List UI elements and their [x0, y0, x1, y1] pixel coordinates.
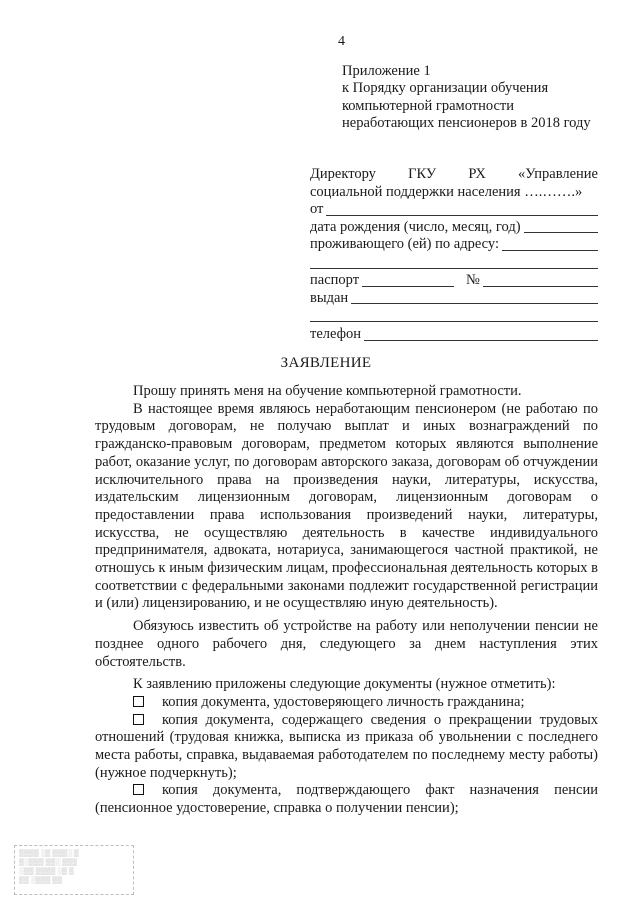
document-item-text: копия документа, подтверждающего факт назначения пенсии (пенсионное удостоверение, справка о получении пенсии);	[95, 782, 598, 817]
paragraph-status: В настоящее время являюсь неработающим пенсионером (не работаю по трудовым договорам, не получаю выплат и иных вознаграждений по гражданско-правовым договорам, предметом которых являются выполнение работ, оказание услуг, по договорам авторского заказа, договорам об отчуждении исключительного права на произведения науки, литературы, искусства, издательским лицензионным договорам, лицензионным договорам о предоставлении права использования произведений науки, литературы, искусства, не осуществляю деятельность в качестве индивидуального предпринимателя, адвоката, нотариуса, занимающегося частной практикой, не отношусь к иным физическим лицам, профессиональная деятельность которых в соответствии с федеральными законами подлежит государственной регистрации и (или) лицензированию, и не осуществляю иную деятельность).	[95, 400, 598, 612]
issued-row	[310, 290, 598, 308]
document-item	[95, 694, 598, 712]
addressee-line-1	[310, 166, 598, 184]
appendix-line: компьютерной грамотности	[342, 97, 514, 114]
passport-series-field[interactable]	[362, 273, 454, 287]
from-row	[310, 201, 598, 219]
document-item-text: копия документа, удостоверяющего личность гражданина;	[162, 693, 525, 710]
issued-field-line-2[interactable]	[310, 307, 598, 322]
faded-stamp: ▒▒▒▒ ░▒ ▒▒▒░ ▒ ▒░▒▒▒ ▒▒░ ▒▒▒ ░▒▒ ▒▒▒▒ ░▒ ▒ ▒▒ ░▒▒▒ ▒▒	[14, 845, 134, 895]
issued-field[interactable]	[351, 290, 598, 304]
checkbox-icon[interactable]	[133, 714, 144, 725]
phone-label: телефон	[310, 326, 362, 343]
passport-number-field[interactable]	[483, 273, 598, 287]
appendix-line: к Порядку организации обучения	[342, 80, 549, 97]
document-title: ЗАЯВЛЕНИЕ	[280, 355, 372, 371]
birth-row	[310, 219, 598, 237]
address-row	[310, 236, 598, 254]
checkbox-icon[interactable]	[133, 784, 144, 795]
passport-row	[310, 272, 598, 290]
paragraph-request: Прошу принять меня на обучение компьютерной грамотности.	[133, 383, 522, 399]
phone-row	[310, 326, 598, 344]
address-field[interactable]	[502, 237, 598, 251]
passport-label: паспорт	[310, 271, 360, 288]
from-field[interactable]	[326, 202, 598, 216]
appendix-line: Приложение 1	[342, 63, 431, 79]
document-item	[95, 782, 598, 817]
address-label: проживающего (ей) по адресу:	[310, 236, 499, 253]
addressee-word: РХ	[468, 166, 486, 182]
paragraph-attachments: К заявлению приложены следующие документы (нужное отметить):	[133, 676, 556, 693]
phone-field[interactable]	[364, 327, 598, 341]
paragraph-obligation: Обязуюсь известить об устройстве на работу или неполучении пенсии не позднее одного рабочего дня, следующего за днем наступления этих обстоятельств.	[95, 618, 598, 670]
birth-field[interactable]	[524, 219, 598, 233]
appendix-header	[342, 63, 591, 133]
addressee-word: «Управление	[518, 166, 598, 182]
document-item-text: копия документа, содержащего сведения о прекращении трудовых отношений (трудовая книжка, выписка из приказа об увольнении с последнего места работы, справка, выдаваемая работодателем по последнему месту работы) (нужное подчеркнуть);	[95, 711, 598, 781]
issued-label: выдан	[310, 289, 349, 306]
birth-label: дата рождения (число, месяц, год)	[310, 218, 521, 235]
addressee-word: Директору	[310, 166, 376, 182]
from-label: от	[310, 201, 324, 218]
addressee-block	[310, 166, 598, 344]
page-number: 4	[338, 34, 345, 49]
addressee-word: ГКУ	[408, 166, 437, 182]
appendix-line: неработающих пенсионеров в 2018 году	[342, 115, 591, 132]
passport-number-label: №	[466, 271, 480, 288]
address-field-line-2[interactable]	[310, 254, 598, 269]
statement-body	[95, 383, 598, 818]
addressee-line-2: социальной поддержки населения ….…….»	[310, 183, 583, 200]
document-item	[95, 712, 598, 783]
checkbox-icon[interactable]	[133, 696, 144, 707]
